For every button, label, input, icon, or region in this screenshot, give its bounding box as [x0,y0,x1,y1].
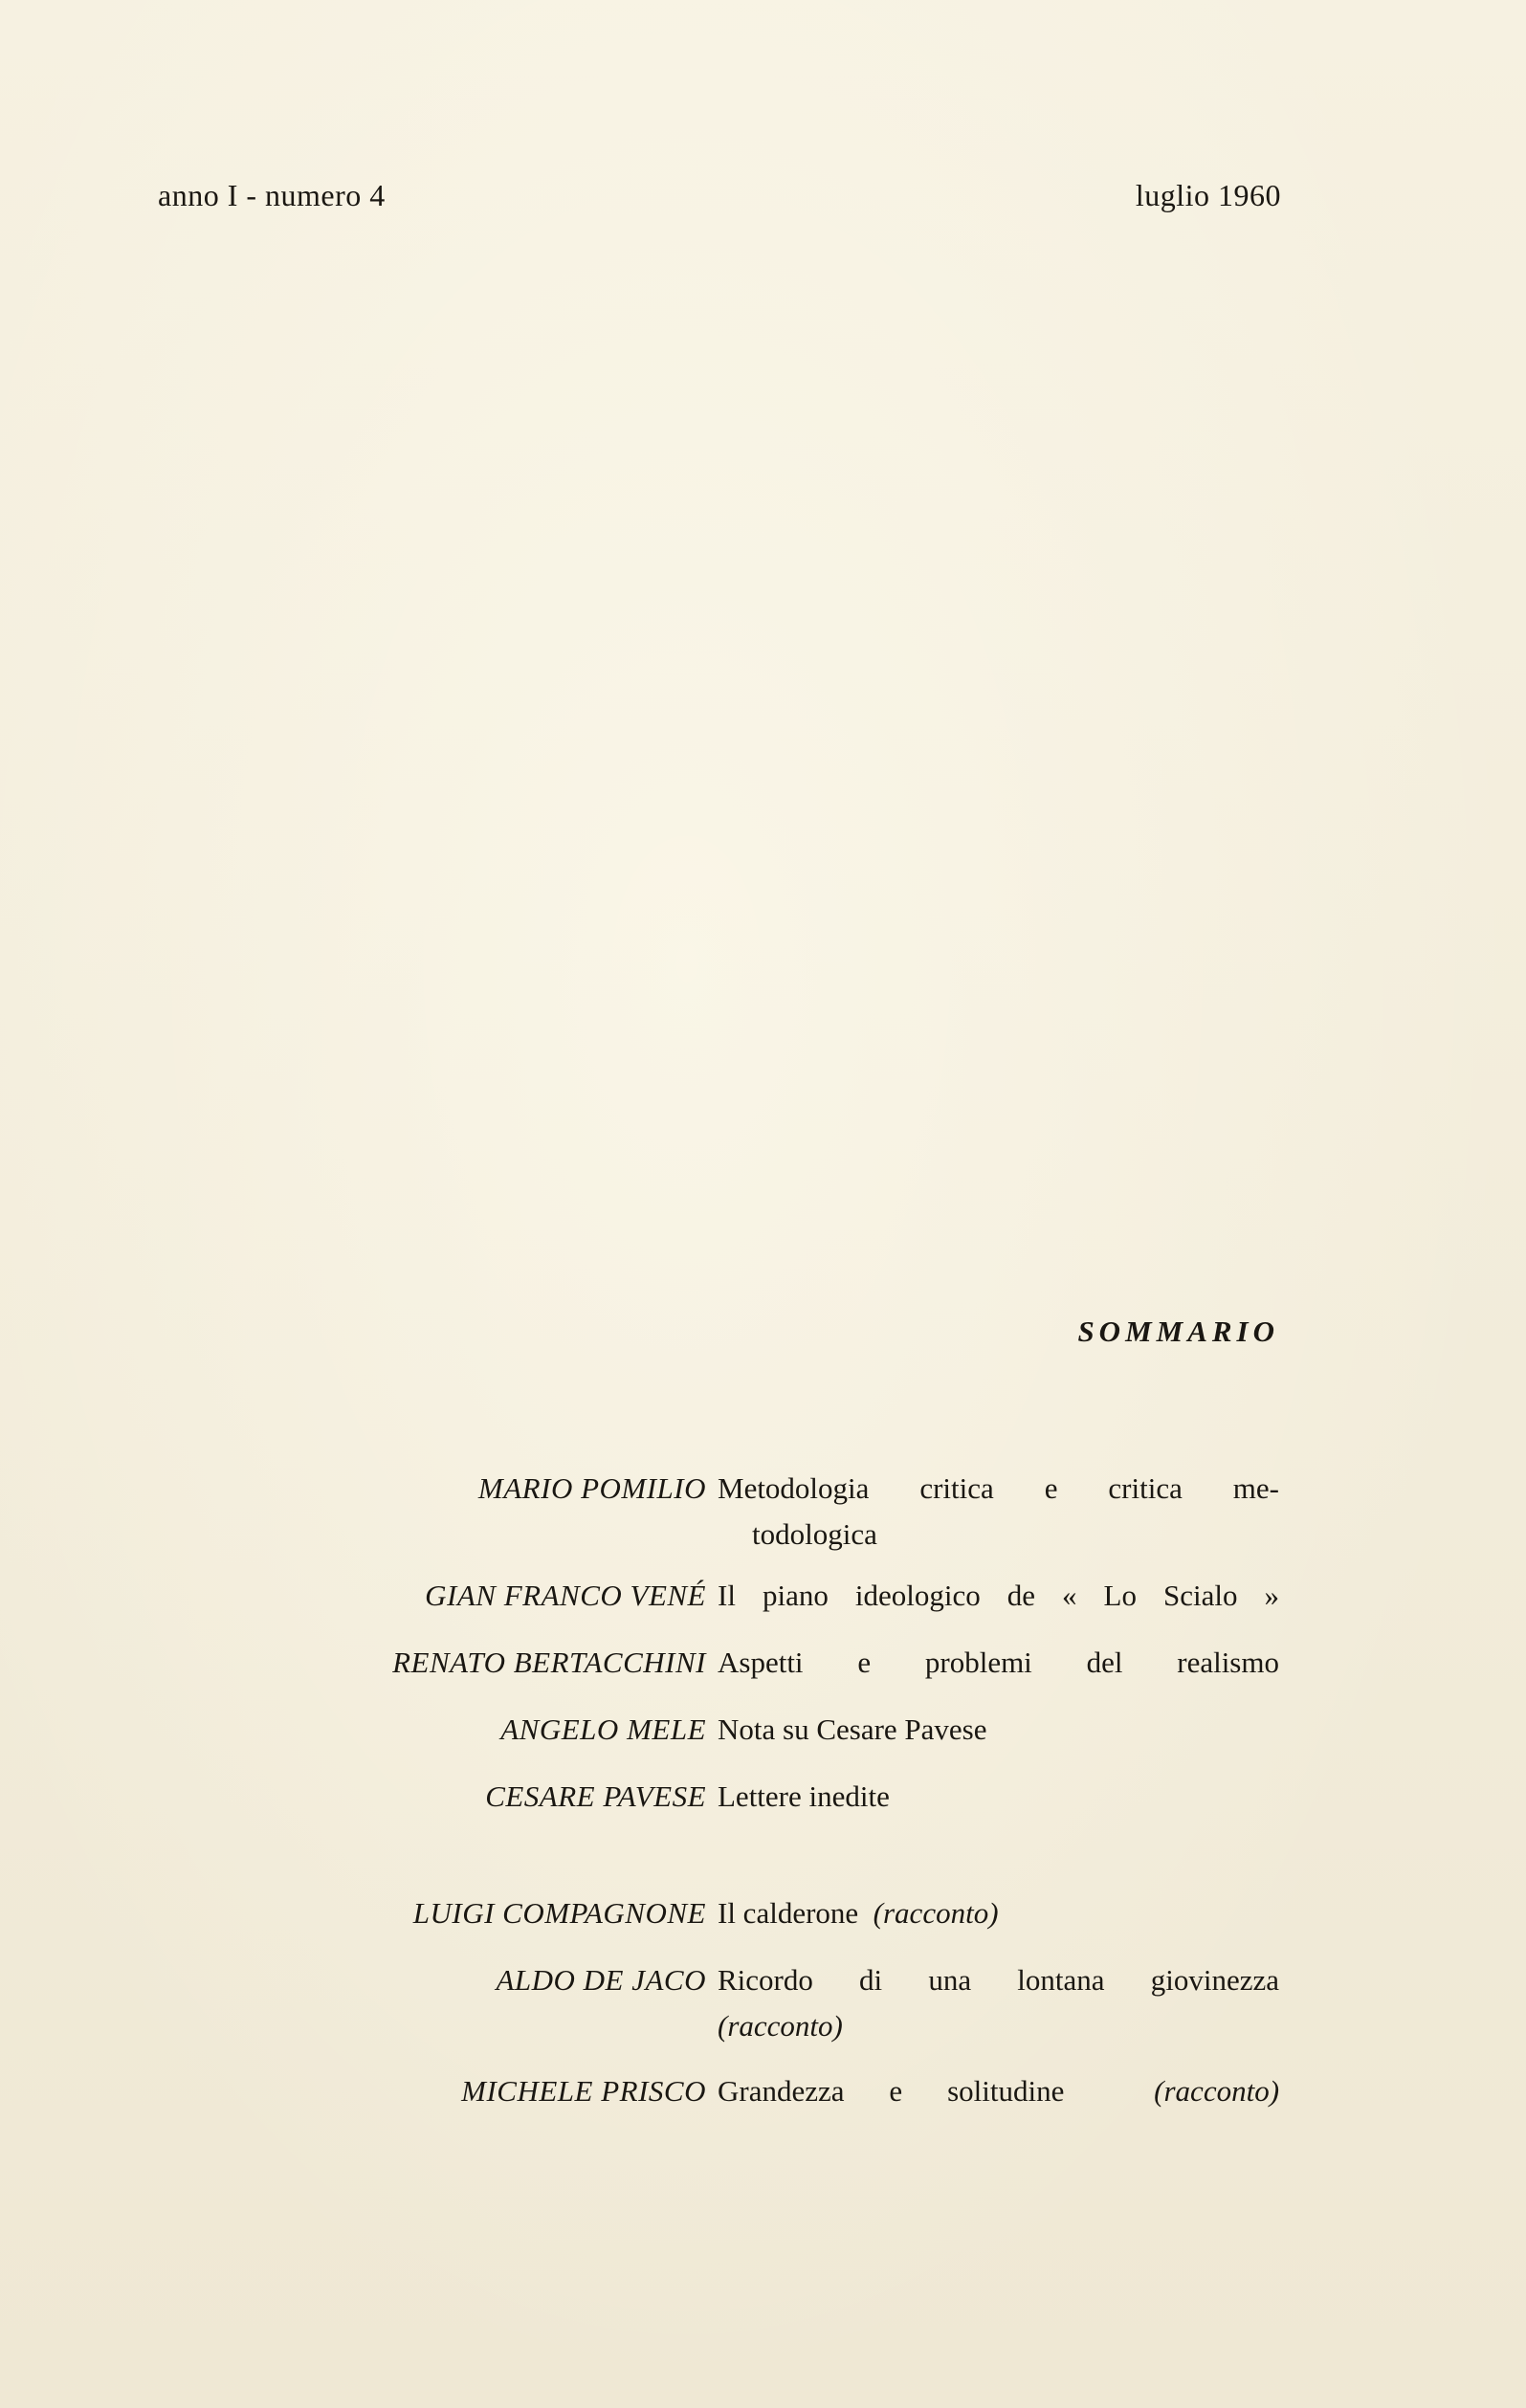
toc-title-continuation: todologica [752,1517,877,1551]
toc-title-note: (racconto) [873,1896,999,1930]
toc-author: GIAN FRANCO VENÉ [425,1579,706,1612]
issue-number: anno I - numero 4 [158,178,386,212]
toc-author: MARIO POMILIO [477,1471,706,1505]
toc-title: Nota su Cesare Pavese [718,1712,987,1746]
toc-title-note: (racconto) [718,2009,843,2043]
toc-author: MICHELE PRISCO [461,2074,706,2108]
toc-title-text: Il calderone [718,1896,859,1930]
toc-author: CESARE PAVESE [485,1779,706,1813]
toc-title [718,2068,1279,2114]
toc-title [718,1890,1279,1936]
toc-title-line: Metodologia critica e critica me- [718,1471,1279,1505]
issue-date: luglio 1960 [1135,178,1281,212]
toc-title: Il piano ideologico de « Lo Scialo » [718,1579,1279,1612]
toc-title-line: Ricordo di una lontana giovinezza [718,1963,1279,1997]
toc-author: LUIGI COMPAGNONE [412,1896,706,1930]
sommario-heading: SOMMARIO [1077,1314,1279,1348]
toc-title [718,1466,1279,1557]
toc-title: Lettere inedite [718,1779,890,1813]
toc-title: Aspetti e problemi del realismo [718,1646,1279,1679]
toc-title [718,1957,1279,2049]
toc-author: RENATO BERTACCHINI [392,1646,706,1679]
toc-author: ALDO DE JACO [496,1963,706,1997]
toc-title-text: Grandezza e solitudine [718,2074,1065,2108]
toc-author: ANGELO MELE [500,1712,706,1746]
toc-title-note: (racconto) [1154,2074,1280,2108]
